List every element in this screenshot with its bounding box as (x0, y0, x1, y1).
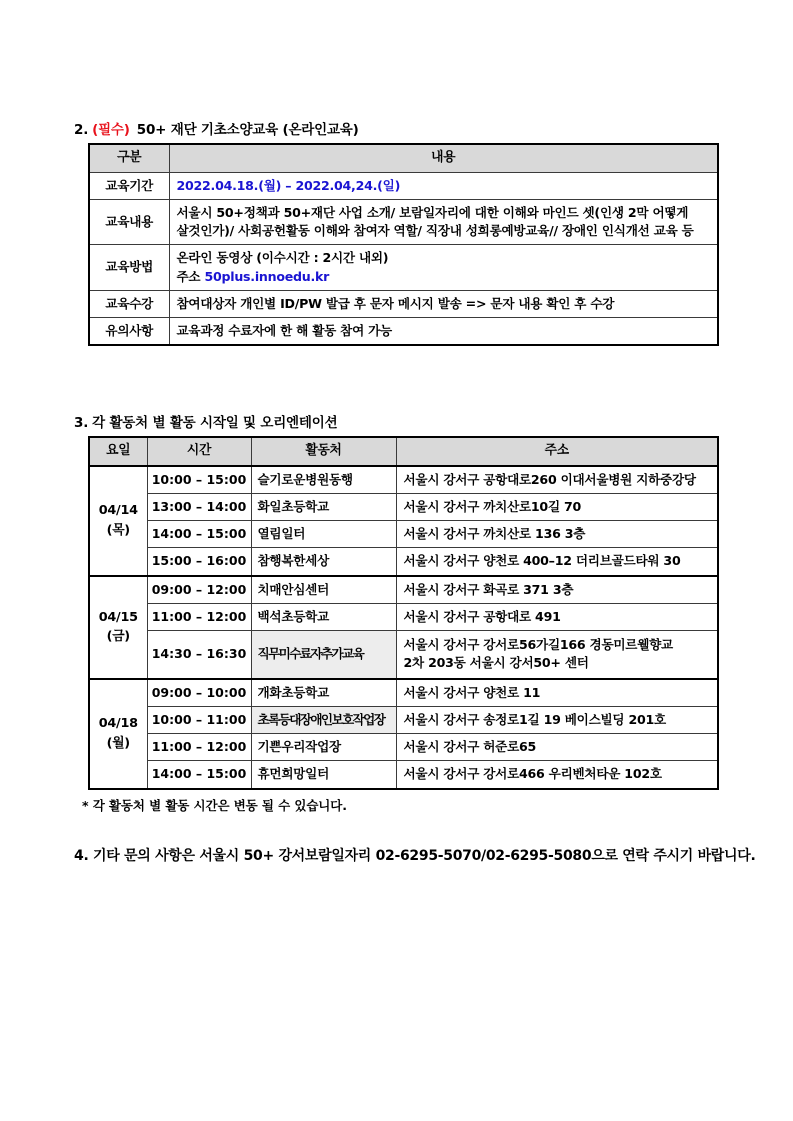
schedule-day-weekday: (월) (106, 735, 130, 751)
table-row (89, 521, 718, 548)
schedule-day-cell (89, 576, 147, 679)
schedule-address: 서울시 강서구 화곡로 371 3층 (396, 576, 718, 604)
schedule-day-cell (89, 679, 147, 789)
schedule-day-weekday: (목) (106, 522, 130, 538)
schedule-place: 화일초등학교 (251, 493, 396, 520)
schedule-address (396, 631, 718, 679)
schedule-time: 11:00 – 12:00 (147, 603, 251, 630)
schedule-address: 서울시 강서구 송정로1길 19 베이스빌딩 201호 (396, 706, 718, 733)
schedule-address: 서울시 강서구 양천로 400–12 더리브골드타워 30 (396, 548, 718, 576)
education-label-method: 교육방법 (89, 245, 169, 291)
education-row-enrollment (89, 290, 718, 317)
schedule-time: 09:00 – 10:00 (147, 679, 251, 707)
table-row (89, 679, 718, 707)
schedule-day-date: 04/15 (98, 609, 138, 625)
section-3-number: 3. (74, 415, 89, 431)
education-method-url[interactable]: 50plus.innoedu.kr (204, 268, 330, 284)
education-row-content (89, 199, 718, 245)
education-label-enrollment: 교육수강 (89, 290, 169, 317)
schedule-day-date: 04/14 (98, 503, 138, 519)
section-2-title: 50+ 재단 기초소양교육 (온라인교육) (136, 122, 359, 138)
schedule-place: 치매안심센터 (251, 576, 396, 604)
required-tag: (필수) (92, 122, 130, 138)
schedule-table-header-row (89, 437, 718, 466)
schedule-place: 직무미수료자추가교육 (251, 631, 396, 679)
table-row (89, 466, 718, 494)
table-row (89, 548, 718, 576)
schedule-place: 개화초등학교 (251, 679, 396, 707)
education-row-notice (89, 318, 718, 346)
schedule-address: 서울시 강서구 공항대로260 이대서울병원 지하중강당 (396, 466, 718, 494)
education-method-line-1: 온라인 동영상 (이수시간 : 2시간 내외) (176, 250, 389, 266)
schedule-address: 서울시 강서구 까치산로10길 70 (396, 493, 718, 520)
education-method-line-2 (177, 268, 711, 286)
table-row (89, 576, 718, 604)
schedule-address: 서울시 강서구 공항대로 491 (396, 603, 718, 630)
schedule-address: 서울시 강서구 강서로466 우리벤처타운 102호 (396, 761, 718, 789)
schedule-place: 슬기로운병원동행 (251, 466, 396, 494)
education-label-period: 교육기간 (89, 172, 169, 199)
table-row (89, 631, 718, 679)
table-row (89, 706, 718, 733)
table-row (89, 761, 718, 789)
education-value-enrollment: 참여대상자 개인별 ID/PW 발급 후 문자 메시지 발송 => 문자 내용 확인 후 수강 (169, 290, 718, 317)
schedule-address: 서울시 강서구 허준로65 (396, 734, 718, 761)
schedule-place: 백석초등학교 (251, 603, 396, 630)
education-header-content: 내용 (169, 144, 718, 172)
education-value-content (169, 199, 718, 245)
education-label-content: 교육내용 (89, 199, 169, 245)
section-3-heading (74, 411, 337, 431)
schedule-address: 서울시 강서구 양천로 11 (396, 679, 718, 707)
schedule-time: 15:00 – 16:00 (147, 548, 251, 576)
education-content-line-1: 서울시 50+정책과 50+재단 사업 소개/ 보람일자리에 대한 이해와 마인드 셋(인생 2막 어떻게 (176, 204, 689, 220)
schedule-time: 14:00 – 15:00 (147, 521, 251, 548)
schedule-place: 휴먼희망일터 (251, 761, 396, 789)
schedule-time: 09:00 – 12:00 (147, 576, 251, 604)
schedule-address-line-2: 2차 203동 서울시 강서50+ 센터 (403, 655, 589, 671)
schedule-time: 10:00 – 15:00 (147, 466, 251, 494)
schedule-address-line-1: 서울시 강서구 강서로56가길166 경동미르웰향교 (403, 637, 673, 653)
schedule-day-date: 04/18 (98, 716, 138, 732)
schedule-time: 14:30 – 16:30 (147, 631, 251, 679)
schedule-header-address: 주소 (396, 437, 718, 466)
education-value-period: 2022.04.18.(월) – 2022.04,24.(일) (169, 172, 718, 199)
schedule-header-time: 시간 (147, 437, 251, 466)
schedule-table (88, 436, 719, 790)
schedule-place: 참행복한세상 (251, 548, 396, 576)
education-value-method (169, 245, 718, 291)
schedule-place: 초록등대장애인보호작업장 (251, 706, 396, 733)
education-row-method (89, 245, 718, 291)
education-content-line-2: 살것인가)/ 사회공헌활동 이해와 참여자 역할/ 직장내 성희롱예방교육// 장애인 인식개선 교육 등 (176, 223, 694, 239)
schedule-address: 서울시 강서구 까치산로 136 3층 (396, 521, 718, 548)
section-2-heading (74, 118, 359, 138)
section-2-number: 2. (74, 122, 89, 138)
education-label-notice: 유의사항 (89, 318, 169, 346)
schedule-place: 열림일터 (251, 521, 396, 548)
education-table-header-row (89, 144, 718, 172)
schedule-time: 11:00 – 12:00 (147, 734, 251, 761)
schedule-time: 10:00 – 11:00 (147, 706, 251, 733)
schedule-header-day: 요일 (89, 437, 147, 466)
education-row-period (89, 172, 718, 199)
schedule-time: 14:00 – 15:00 (147, 761, 251, 789)
schedule-day-weekday: (금) (106, 629, 130, 645)
education-header-division: 구분 (89, 144, 169, 172)
schedule-footnote: * 각 활동처 별 활동 시간은 변동 될 수 있습니다. (82, 798, 347, 813)
education-table (88, 143, 719, 346)
education-value-notice: 교육과정 수료자에 한 해 활동 참여 가능 (169, 318, 718, 346)
education-method-address-prefix: 주소 (176, 268, 205, 284)
table-row (89, 493, 718, 520)
schedule-time: 13:00 – 14:00 (147, 493, 251, 520)
table-row (89, 603, 718, 630)
table-row (89, 734, 718, 761)
section-3-title: 각 활동처 별 활동 시작일 및 오리엔테이션 (92, 415, 338, 431)
schedule-place: 기쁜우리작업장 (251, 734, 396, 761)
section-4-contact-line: 4. 기타 문의 사항은 서울시 50+ 강서보람일자리 02-6295-5070/02-6295-5080으로 연락 주시기 바랍니다. (74, 848, 756, 864)
schedule-day-cell (89, 466, 147, 576)
schedule-header-place: 활동처 (251, 437, 396, 466)
